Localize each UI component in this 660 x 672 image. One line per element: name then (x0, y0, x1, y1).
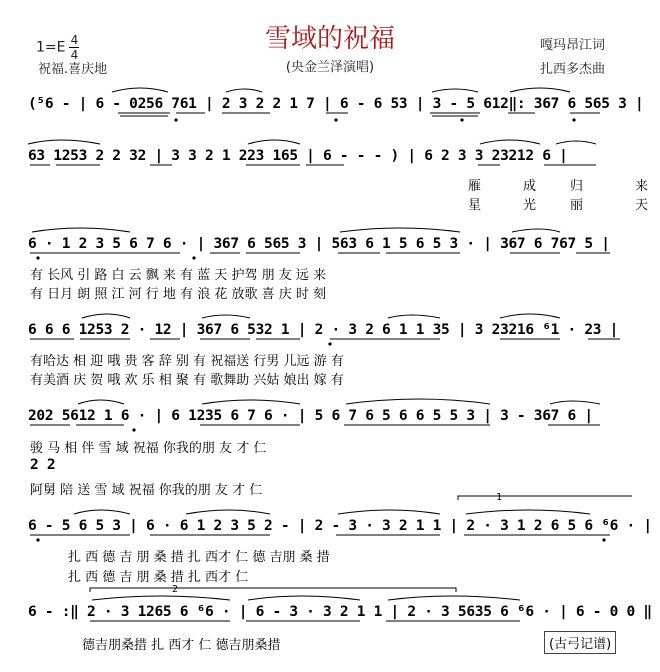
score-line-5: 202 5612 1 6 · | 6 1235 6 7 6 · | 5 6 7 6 5 6 6 5 5 3 | 3 - 367 6 | (28, 408, 593, 424)
score-line-2: 63 1253 2 2 32 | 3 3 2 1 223 165 | 6 - - - ) | 6 2 3 3 23212 6 | (28, 148, 568, 164)
score-line-3: 6 · 1 2 3 5 6 7 6 · | 367 6 565 3 | 563 6 1 5 6 5 3 · | 367 6 767 5 | (28, 236, 610, 252)
lyric-row-3b: 有 日月 朗 照 江 河 行 地 有 浪 花 放歌 喜 庆 时 刻 (30, 287, 326, 302)
lyric-row-4b: 有美酒 庆 贺 哦 欢 乐 相 聚 有 歌舞助 兴姑 娘出 嫁 有 (30, 373, 344, 388)
lyric-word: 丽 (570, 198, 584, 213)
tempo-marking: 祝福.喜庆地 (38, 62, 108, 77)
lyric-row-5a: 骏 马 相 伴 雪 域 祝福 你我的朋 友 才 仁 (30, 441, 267, 456)
composer-credit: 扎西多杰曲 (540, 62, 606, 77)
score-line-1: (⁵6 - | 6 - 0256 761 | 2 3 2 2 1 7 | 6 - 6 53 | 3 - 5 612‖: 367 6 565 3 | (28, 96, 644, 112)
lyricist-credit: 嘎玛昂江词 (540, 38, 606, 53)
volta-1-label: 1 (496, 492, 502, 503)
lyric-row-3a: 有 长风 引 路 白 云 飘 来 有 蓝 天 护驾 朋 友 远 来 (30, 268, 326, 283)
score-line-6: 6 - 5 6 5 3 | 6 · 6 1 2 3 5 2 - | 2 - 3 · 3 2 1 1 | 2 · 3 1 2 6 5 6 ⁶6 · | (28, 518, 652, 534)
lyric-word: 成 (523, 179, 537, 194)
lyric-word: 归 (570, 179, 584, 194)
lyric-row-4a: 有哈达 相 迎 哦 贵 客 辞 别 有 祝福送 行男 儿远 游 有 (30, 354, 344, 369)
lyric-word: 星 (468, 198, 482, 213)
score-line-4: 6 6 6 1253 2 · 12 | 367 6 532 1 | 2 · 3 2 6 1 1 35 | 3 23216 ⁶1 · 23 | (28, 322, 619, 338)
lyric-row-7a: 德吉朋桑措 扎 西才 仁 德吉朋桑措 (82, 638, 281, 653)
lyric-row-6a: 扎 西 德 吉 朋 桑 措 扎 西才 仁 德 吉朋 桑 措 (68, 550, 330, 565)
score-line-7: 6 - :‖ 2 · 3 1265 6 ⁶6 · | 6 - 3 · 3 2 1 1 | 2 · 3 5635 6 ⁶6 · | 6 - 0 0 ‖ (28, 604, 652, 620)
lyric-row-5b: 阿舅 陪 送 雪 域 祝福 你我的朋 友 才 仁 (30, 483, 263, 498)
lyric-word: 雁 (468, 179, 482, 194)
lyric-word: 来 (635, 179, 649, 194)
volta-2-label: 2 (172, 584, 178, 595)
singer-credit: (央金兰泽演唱) (285, 60, 375, 75)
lyric-word: 天 (635, 198, 649, 213)
lyric-word: 光 (523, 198, 537, 213)
key-label: 1=E (36, 39, 66, 56)
score-line-5-alt: 2 2 (30, 457, 56, 473)
song-title: 雪域的祝福 (264, 24, 395, 54)
transcriber-credit: (古弓记谱) (544, 631, 616, 654)
lyric-row-6b: 扎 西 德 吉 朋 桑 措 扎 西才 仁 (68, 570, 249, 585)
time-bottom: 4 (70, 48, 79, 62)
time-top: 4 (70, 33, 79, 47)
